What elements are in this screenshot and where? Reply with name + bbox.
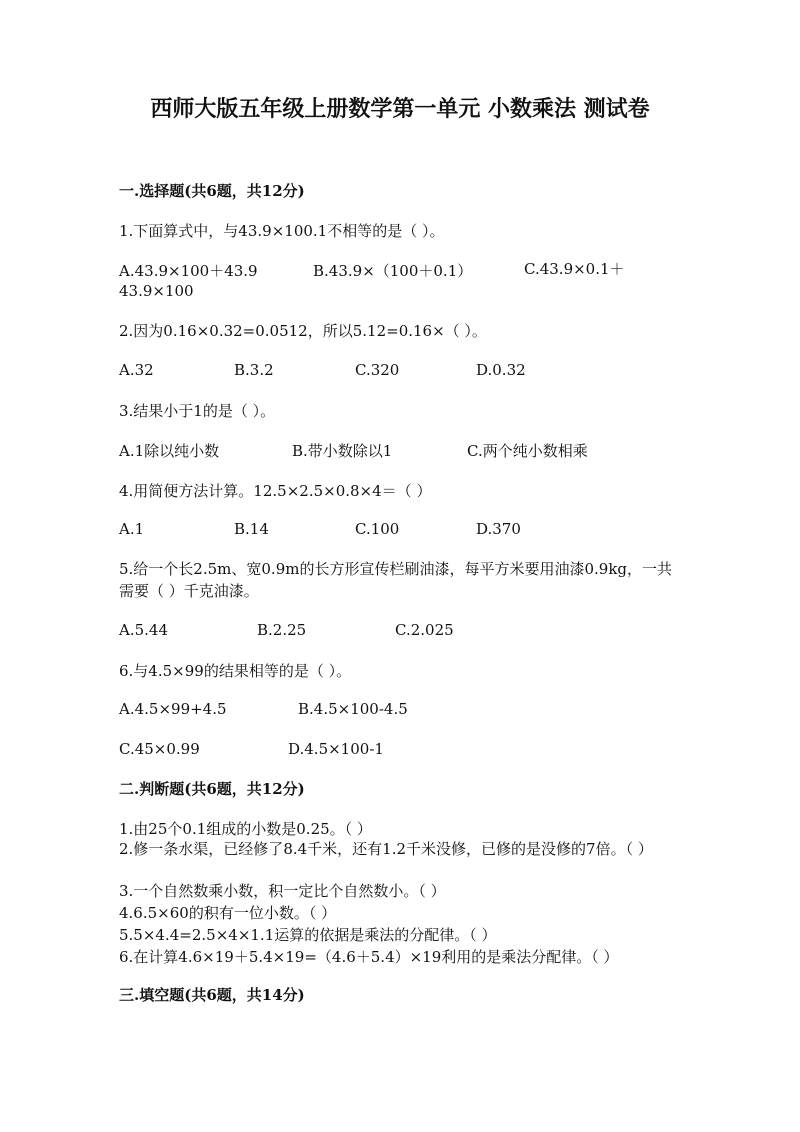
judgment-item: 5.5×4.4=2.5×4×1.1运算的依据是乘法的分配律。（ ）	[119, 926, 497, 944]
option-b: B.3.2	[234, 361, 274, 379]
option-a: A.32	[119, 361, 154, 379]
question-stem: 1.下面算式中，与43.9×100.1不相等的是（ ）。	[119, 222, 445, 240]
option-a: A.1除以纯小数	[119, 442, 220, 460]
option-b: B.2.25	[257, 621, 307, 639]
option-a: A.4.5×99+4.5	[119, 700, 227, 718]
question-stem: 5.给一个长2.5m、宽0.9m的长方形宣传栏刷油漆，每平方米要用油漆0.9kg，一共需要（ ）千克油漆。	[119, 560, 673, 600]
section-heading-fill: 三.填空题(共6题，共14分)	[119, 986, 305, 1004]
option-a: A.1	[119, 520, 145, 538]
option-d: D.4.5×100-1	[288, 740, 384, 758]
judgment-item: 3.一个自然数乘小数，积一定比个自然数小。（ ）	[119, 882, 446, 900]
judgment-item: 2.修一条水渠，已经修了8.4千米，还有1.2千米没修，已修的是没修的7倍。（ ）	[119, 840, 653, 858]
option-c: C.45×0.99	[119, 740, 200, 758]
option-c: C.2.025	[395, 621, 454, 639]
option-a: A.43.9×100＋43.9	[119, 262, 258, 280]
question-stem: 2.因为0.16×0.32=0.0512，所以5.12=0.16×（ ）。	[119, 322, 487, 340]
page-title: 西师大版五年级上册数学第一单元 小数乘法 测试卷	[150, 96, 650, 122]
option-d: D.370	[476, 520, 521, 538]
option-b: B.43.9×（100＋0.1）	[313, 262, 473, 280]
option-b: B.4.5×100-4.5	[298, 700, 408, 718]
judgment-item: 4.6.5×60的积有一位小数。（ ）	[119, 904, 337, 922]
section-heading-choice: 一.选择题(共6题，共12分)	[119, 182, 305, 200]
option-b: B.14	[234, 520, 269, 538]
question-stem: 3.结果小于1的是（ ）。	[119, 402, 276, 420]
option-c: C.100	[355, 520, 400, 538]
option-a: A.5.44	[119, 621, 168, 639]
option-d: D.0.32	[476, 361, 526, 379]
option-c: C.43.9×0.1＋43.9×100	[119, 260, 625, 300]
option-b: B.带小数除以1	[292, 442, 393, 460]
judgment-item: 1.由25个0.1组成的小数是0.25。（ ）	[119, 820, 372, 838]
section-heading-judgment: 二.判断题(共6题，共12分)	[119, 780, 305, 798]
question-stem: 4.用简便方法计算。12.5×2.5×0.8×4＝（ ）	[119, 482, 432, 500]
option-c: C.两个纯小数相乘	[467, 442, 588, 460]
option-c: C.320	[355, 361, 400, 379]
question-stem: 6.与4.5×99的结果相等的是（ ）。	[119, 662, 352, 680]
judgment-item: 6.在计算4.6×19＋5.4×19=（4.6＋5.4）×19利用的是乘法分配律。（ ）	[119, 948, 619, 966]
